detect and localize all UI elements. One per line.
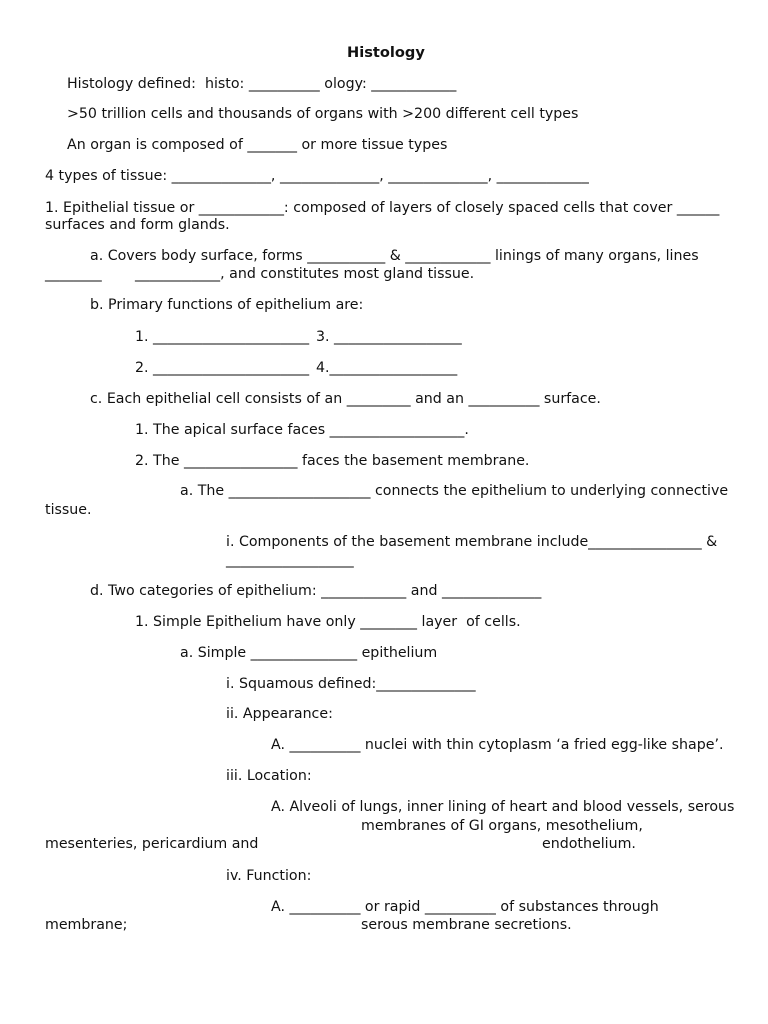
- simple-type-line: a. Simple _______________ epithelium: [180, 645, 438, 661]
- function-item-cont-a: membrane;: [45, 917, 128, 933]
- function-item-1: 1. ______________________: [135, 329, 310, 345]
- covers-body-line: a. Covers body surface, forms ___________ & ____________ linings of many organs, lines: [90, 248, 699, 264]
- location-heading: iii. Location:: [226, 768, 312, 784]
- components-line: i. Components of the basement membrane include________________ &: [226, 534, 718, 550]
- epithelial-cell-line: c. Each epithelial cell consists of an _________ and an __________ surface.: [90, 391, 601, 407]
- primary-functions-line: b. Primary functions of epithelium are:: [90, 297, 364, 313]
- apical-surface-line: 1. The apical surface faces ___________________.: [135, 422, 469, 438]
- basement-membrane-line: a. The ____________________ connects the epithelium to underlying connective: [180, 483, 729, 499]
- organ-composition-line: An organ is composed of _______ or more tissue types: [67, 137, 448, 153]
- covers-body-line-cont-blank: ________: [45, 266, 102, 282]
- histology-defined-line: Histology defined: histo: __________ ology: ____________: [67, 76, 457, 92]
- components-line-cont: __________________: [226, 552, 354, 568]
- basement-membrane-line-cont: tissue.: [45, 502, 92, 518]
- simple-epithelium-line: 1. Simple Epithelium have only ________ layer of cells.: [135, 614, 521, 630]
- tissue-types-line: 4 types of tissue: ______________, ______________, ______________, _____________: [45, 168, 589, 184]
- epithelial-tissue-line: 1. Epithelial tissue or ____________: composed of layers of closely spaced cells that cover ______: [45, 200, 720, 216]
- function-heading: iv. Function:: [226, 868, 312, 884]
- function-item-3: 3. __________________: [316, 329, 462, 345]
- function-item: A. __________ or rapid __________ of substances through: [271, 899, 659, 915]
- covers-body-line-cont: ____________, and constitutes most gland tissue.: [135, 266, 475, 282]
- appearance-heading: ii. Appearance:: [226, 706, 333, 722]
- function-item-cont-b: serous membrane secretions.: [361, 917, 572, 933]
- basal-surface-line: 2. The ________________ faces the basement membrane.: [135, 453, 530, 469]
- function-item-4: 4.__________________: [316, 360, 458, 376]
- two-categories-line: d. Two categories of epithelium: ____________ and ______________: [90, 583, 542, 599]
- appearance-item: A. __________ nuclei with thin cytoplasm ‘a fried egg-like shape’.: [271, 737, 724, 753]
- location-item-cont-1: membranes of GI organs, mesothelium,: [361, 818, 643, 834]
- location-item-cont-2a: mesenteries, pericardium and: [45, 836, 259, 852]
- location-item: A. Alveoli of lungs, inner lining of heart and blood vessels, serous: [271, 799, 735, 815]
- function-item-2: 2. ______________________: [135, 360, 310, 376]
- squamous-defined-line: i. Squamous defined:______________: [226, 676, 476, 692]
- location-item-cont-2b: endothelium.: [542, 836, 636, 852]
- cells-organs-line: >50 trillion cells and thousands of organs with >200 different cell types: [67, 106, 579, 122]
- page-title: Histology: [347, 44, 425, 61]
- epithelial-tissue-line-cont: surfaces and form glands.: [45, 217, 230, 233]
